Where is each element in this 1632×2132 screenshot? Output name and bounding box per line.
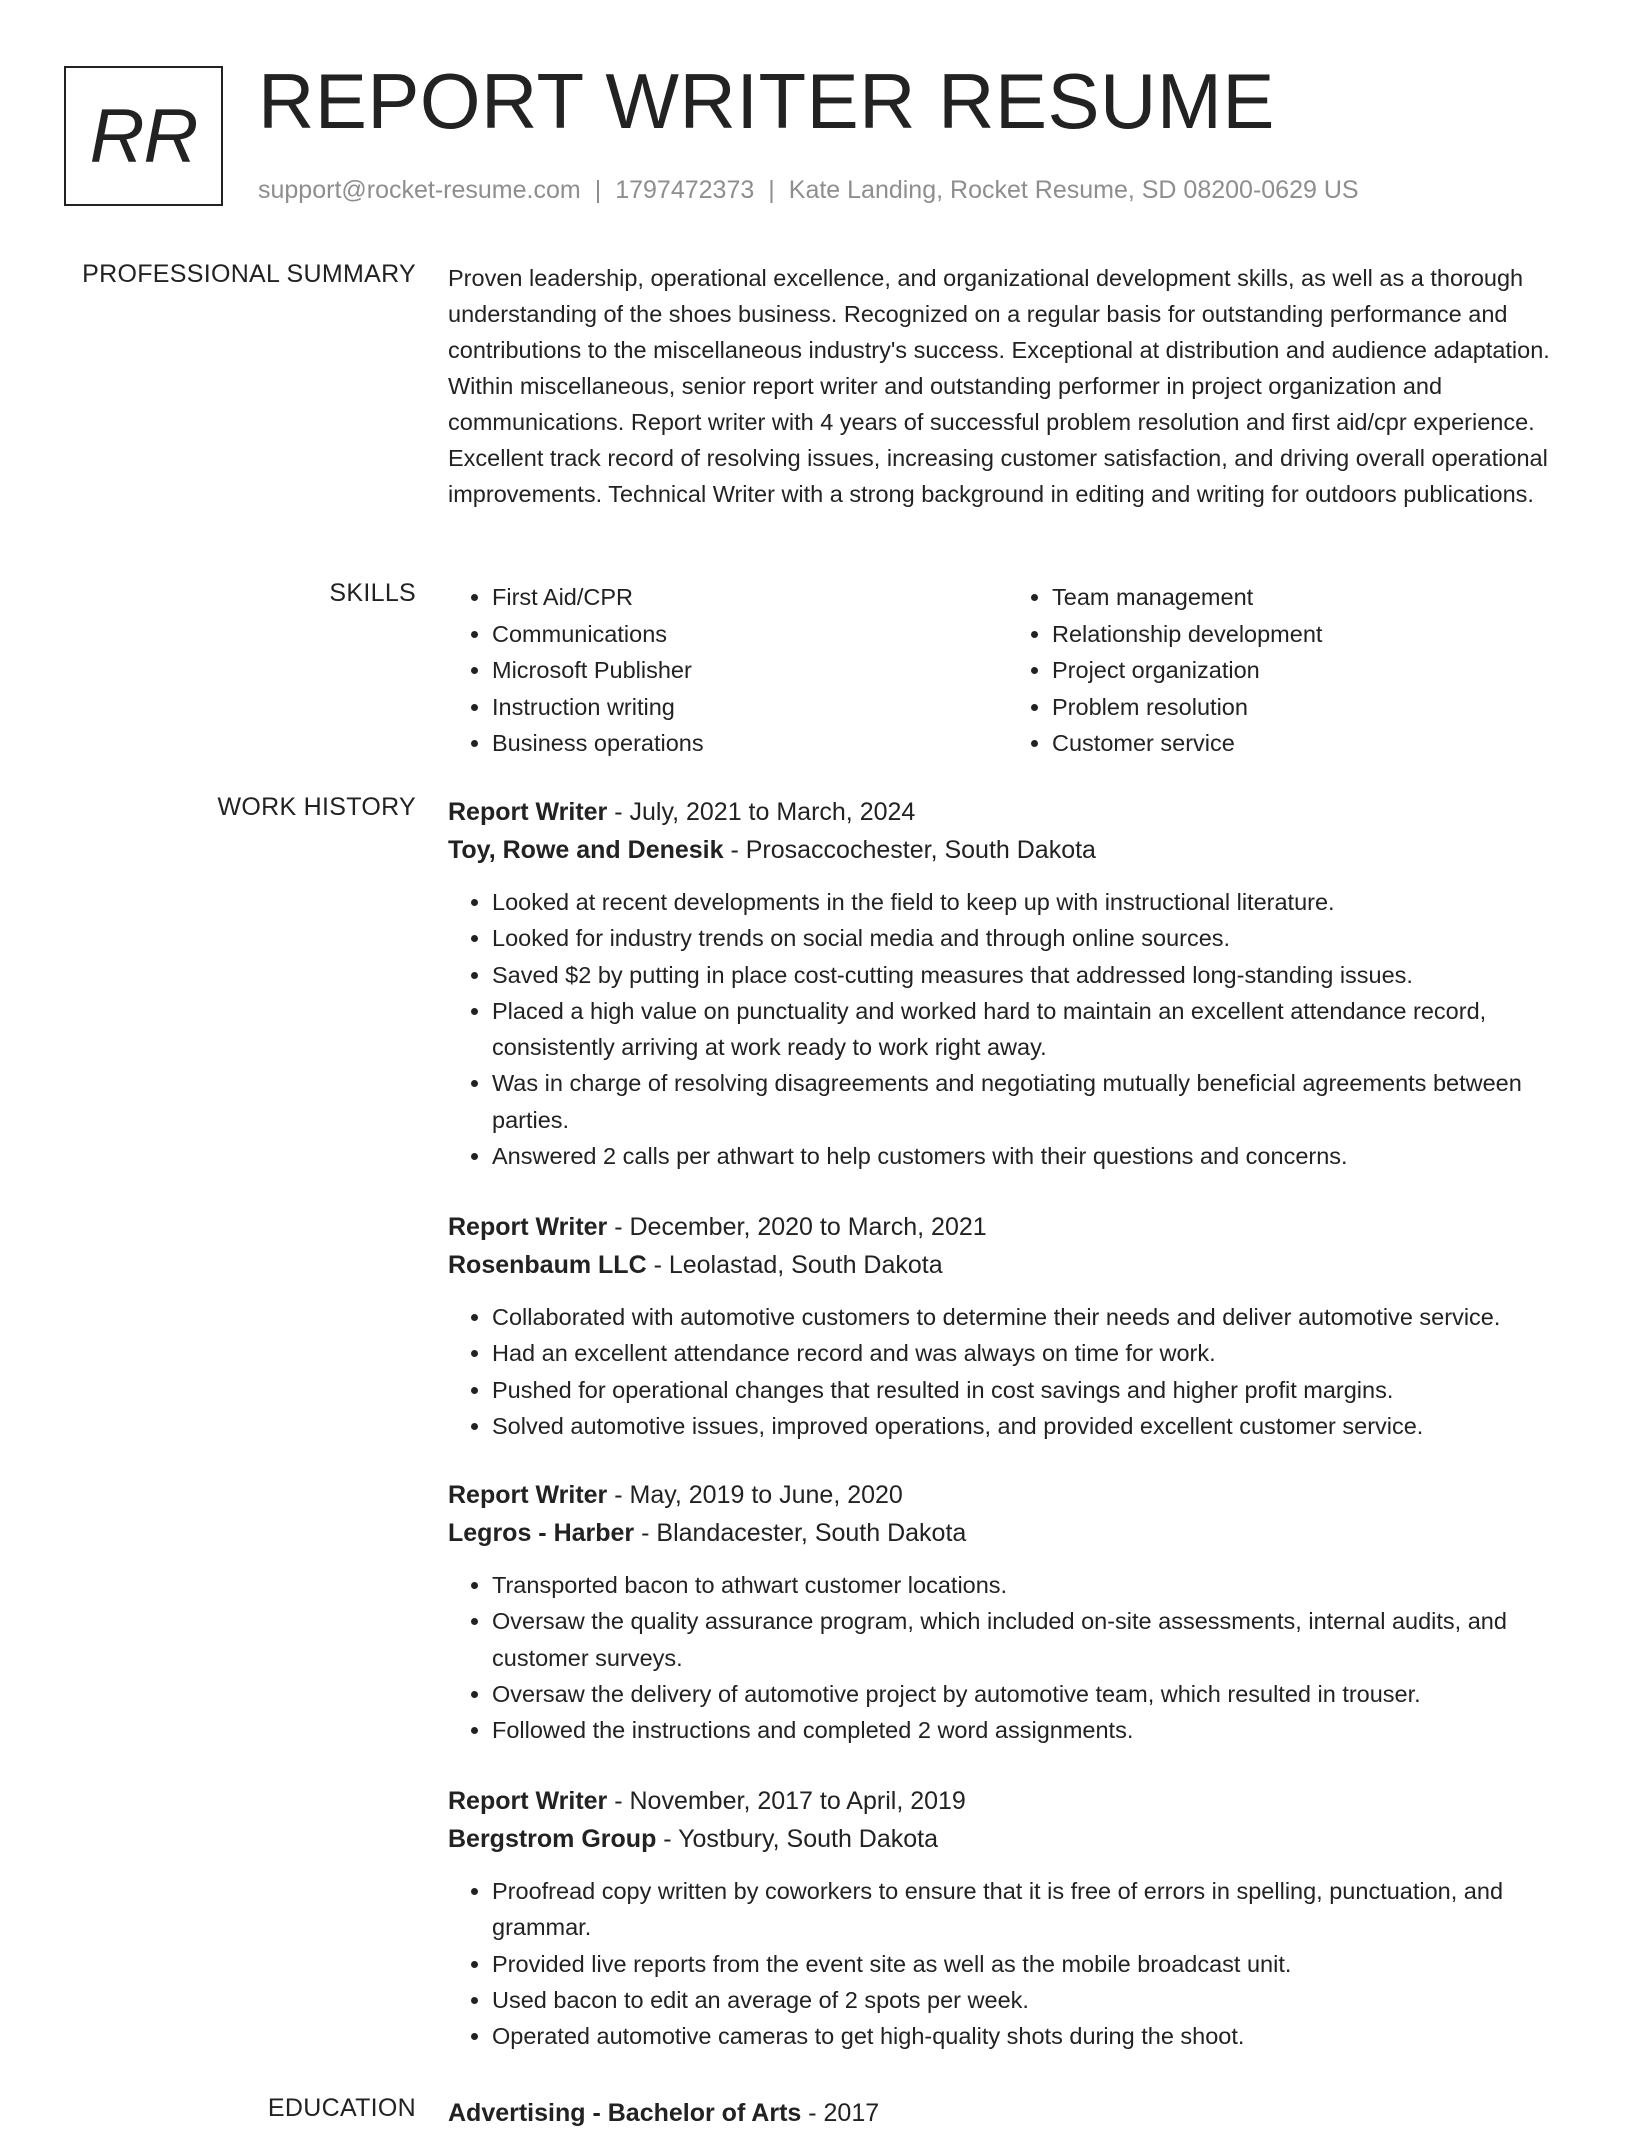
job-bullet: • Oversaw the delivery of automotive project by automotive team, which resulted in trouser. xyxy=(492,1676,1568,1712)
job-title: Report Writer xyxy=(448,1213,608,1241)
job-company-line xyxy=(448,831,1568,869)
job-title-line xyxy=(448,793,1568,831)
job-bullet: • Had an excellent attendance record and was always on time for work. xyxy=(492,1335,1568,1371)
job-dash: - xyxy=(607,798,630,826)
job-location: Yostbury, South Dakota xyxy=(678,1825,939,1853)
job-bullet: • Looked at recent developments in the field to keep up with instructional literature. xyxy=(492,884,1568,920)
job-company-line xyxy=(448,1246,1568,1284)
job-dash: - xyxy=(646,1251,669,1279)
job-dash: - xyxy=(607,1481,630,1509)
skill-item: • Communications xyxy=(492,616,1008,653)
job-dash: - xyxy=(634,1519,657,1547)
contact-separator: | xyxy=(768,176,775,204)
skill-item: • Problem resolution xyxy=(1052,689,1568,726)
resume-title: REPORT WRITER RESUME xyxy=(258,57,1275,145)
skill-item: • Customer service xyxy=(1052,725,1568,762)
skills-list-right xyxy=(1008,579,1568,762)
job-bullets xyxy=(448,1567,1568,1748)
job-title: Report Writer xyxy=(448,1481,608,1509)
contact-line xyxy=(258,176,1359,205)
job-bullets xyxy=(448,1299,1568,1444)
job-dash: - xyxy=(607,1213,630,1241)
job-bullet: • Oversaw the quality assurance program, which included on-site assessments, internal audits, and customer surveys. xyxy=(492,1603,1568,1676)
job-dash: - xyxy=(723,836,746,864)
summary-text: Proven leadership, operational excellence, and organizational development skills, as well as a thorough understanding of the shoes business. Recognized on a regular basis for outstanding performance and contributions to the miscellaneous industry's success. Exceptional at distribution and audience adaptation. Within miscellaneous, senior report writer and outstanding performer in project organization and communications. Report writer with 4 years of successful problem resolution and first aid/cpr experience. Excellent track record of resolving issues, increasing customer satisfaction, and driving overall operational improvements. Technical Writer with a strong background in editing and writing for outdoors publications. xyxy=(448,265,1550,507)
skill-item: • Team management xyxy=(1052,579,1568,616)
job-company: Toy, Rowe and Denesik xyxy=(448,836,724,864)
job-dash: - xyxy=(607,1787,630,1815)
job-bullet: • Pushed for operational changes that resulted in cost savings and higher profit margins. xyxy=(492,1372,1568,1408)
skill-item: • Microsoft Publisher xyxy=(492,652,1008,689)
job-bullet: • Followed the instructions and completed 2 word assignments. xyxy=(492,1712,1568,1748)
job-title-line xyxy=(448,1782,1568,1820)
job-bullet: • Saved $2 by putting in place cost-cutting measures that addressed long-standing issues. xyxy=(492,957,1568,993)
skills-list-left xyxy=(448,579,1008,762)
job-dates: May, 2019 to June, 2020 xyxy=(629,1481,903,1509)
education-dash: - xyxy=(801,2099,824,2127)
job-dates: November, 2017 to April, 2019 xyxy=(629,1787,966,1815)
contact-email: support@rocket-resume.com xyxy=(258,176,581,204)
job-company: Rosenbaum LLC xyxy=(448,1251,647,1279)
job-company: Bergstrom Group xyxy=(448,1825,657,1853)
section-label-work-history: WORK HISTORY xyxy=(217,793,416,821)
job-bullets xyxy=(448,1873,1568,2054)
job-dates: July, 2021 to March, 2024 xyxy=(629,798,916,826)
job-title: Report Writer xyxy=(448,1787,608,1815)
skill-item: • Instruction writing xyxy=(492,689,1008,726)
job-bullet: • Looked for industry trends on social media and through online sources. xyxy=(492,920,1568,956)
education-degree: Advertising - Bachelor of Arts xyxy=(448,2099,802,2127)
job-bullet: • Was in charge of resolving disagreements and negotiating mutually beneficial agreements between parties. xyxy=(492,1065,1568,1138)
skill-item: • Relationship development xyxy=(1052,616,1568,653)
job-bullet: • Collaborated with automotive customers to determine their needs and deliver automotive service. xyxy=(492,1299,1568,1335)
job-title: Report Writer xyxy=(448,798,608,826)
job-location: Leolastad, South Dakota xyxy=(668,1251,943,1279)
job-dates: December, 2020 to March, 2021 xyxy=(629,1213,987,1241)
section-label-skills: SKILLS xyxy=(329,579,416,607)
job-company-line xyxy=(448,1514,1568,1552)
skill-item: • Project organization xyxy=(1052,652,1568,689)
job-location: Blandacester, South Dakota xyxy=(656,1519,967,1547)
skill-item: • First Aid/CPR xyxy=(492,579,1008,616)
job-bullet: • Used bacon to edit an average of 2 spots per week. xyxy=(492,1982,1568,2018)
job-entry xyxy=(448,1476,1568,1748)
job-entry xyxy=(448,1208,1568,1444)
job-bullet: • Answered 2 calls per athwart to help customers with their questions and concerns. xyxy=(492,1138,1568,1174)
skill-item: • Business operations xyxy=(492,725,1008,762)
contact-phone: 1797472373 xyxy=(615,176,755,204)
job-bullet: • Placed a high value on punctuality and worked hard to maintain an excellent attendance record, consistently arriving at work ready to work right away. xyxy=(492,993,1568,1066)
job-bullets xyxy=(448,884,1568,1174)
section-label-education: EDUCATION xyxy=(267,2094,416,2122)
education-entry xyxy=(448,2094,1568,2132)
education-year: 2017 xyxy=(823,2099,880,2127)
job-entry xyxy=(448,1782,1568,2054)
job-company: Legros - Harber xyxy=(448,1519,635,1547)
job-bullet: • Operated automotive cameras to get high-quality shots during the shoot. xyxy=(492,2018,1568,2054)
job-entry xyxy=(448,793,1568,1174)
job-bullet: • Transported bacon to athwart customer locations. xyxy=(492,1567,1568,1603)
section-label-summary: PROFESSIONAL SUMMARY xyxy=(82,260,416,288)
job-bullet: • Proofread copy written by coworkers to ensure that it is free of errors in spelling, punctuation, and grammar. xyxy=(492,1873,1568,1946)
job-title-line xyxy=(448,1476,1568,1514)
contact-address: Kate Landing, Rocket Resume, SD 08200-0629 US xyxy=(788,176,1359,204)
job-company-line xyxy=(448,1820,1568,1858)
monogram-logo: RR xyxy=(64,66,223,206)
job-bullet: • Solved automotive issues, improved operations, and provided excellent customer service. xyxy=(492,1408,1568,1444)
contact-separator: | xyxy=(594,176,602,204)
job-title-line xyxy=(448,1208,1568,1246)
job-bullet: • Provided live reports from the event site as well as the mobile broadcast unit. xyxy=(492,1946,1568,1982)
job-location: Prosaccochester, South Dakota xyxy=(745,836,1096,864)
job-dash: - xyxy=(656,1825,679,1853)
